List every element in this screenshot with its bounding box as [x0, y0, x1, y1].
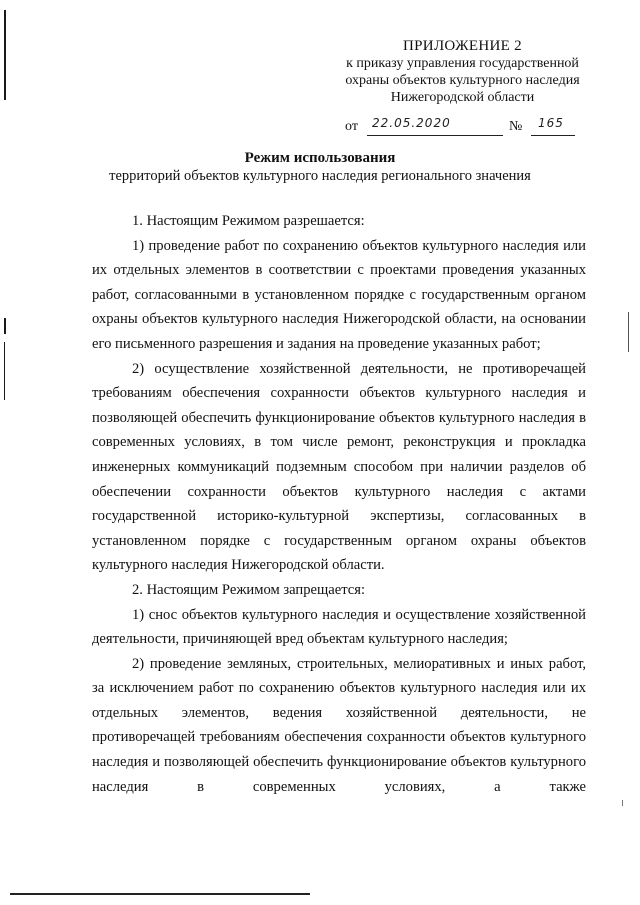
appendix-line: Нижегородской области [390, 90, 535, 105]
scan-edge-mark [628, 312, 629, 352]
handwritten-number: 165 [538, 116, 564, 130]
appendix-line: к приказу управления государственной [346, 56, 579, 71]
number-label: № [509, 119, 523, 134]
list-item: 1) проведение работ по сохранению объектов культурного наследия или их отдельных элементов в соответствии с проектами проведения указанных работ, согласованными в установленном порядке с государственным органом охраны объектов культурного наследия Нижегородской области, на основании его письменного разрешения и задания на проведение указанных работ; [92, 237, 586, 352]
appendix-line: охраны объектов культурного наследия [345, 73, 580, 88]
scan-edge-mark [4, 10, 6, 100]
appendix-header [320, 38, 605, 106]
handwritten-date: 22.05.2020 [372, 116, 451, 130]
footer-rule [10, 893, 310, 895]
document-title: Режим использования [244, 150, 396, 166]
scan-dust-mark [622, 800, 623, 806]
list-item: 2) проведение земляных, строительных, мелиоративных и иных работ, за исключением работ по сохранению объектов культурного наследия или их отдельных элементов, ведения хозяйственной деятельности, не противоречащей требованиям обеспечения сохранности объектов культурного наследия и позволяющей обеспечить функционирование объектов культурного наследия в современных условиях, а также [92, 655, 586, 795]
list-item: 2) осуществление хозяйственной деятельности, не противоречащей требованиям обеспечения сохранности объектов культурного наследия и позволяющей обеспечить функционирование объектов культурного наследия в современных условиях, в том числе ремонт, реконструкция и прокладка инженерных коммуникаций подземным способом при наличии разделов об обеспечении сохранности объектов культурного наследия с актами государственной историко-культурной экспертизы, согласованных в установленном порядке с государственным органом охраны объектов культурного наследия Нижегородской области. [92, 360, 586, 574]
date-underline [367, 135, 503, 136]
number-underline [531, 135, 575, 136]
document-subtitle: территорий объектов культурного наследия регионального значения [109, 168, 531, 184]
document-body [92, 209, 586, 799]
section-heading: 2. Настоящим Режимом запрещается: [132, 581, 365, 598]
list-item: 1) снос объектов культурного наследия и осуществление хозяйственной деятельности, причиняющей вред объектам культурного наследия; [92, 606, 586, 648]
from-label: от [345, 119, 358, 134]
scan-edge-mark [4, 318, 6, 334]
appendix-title: ПРИЛОЖЕНИЕ 2 [403, 38, 522, 54]
scan-edge-mark [4, 342, 5, 400]
section-heading: 1. Настоящим Режимом разрешается: [132, 213, 365, 229]
